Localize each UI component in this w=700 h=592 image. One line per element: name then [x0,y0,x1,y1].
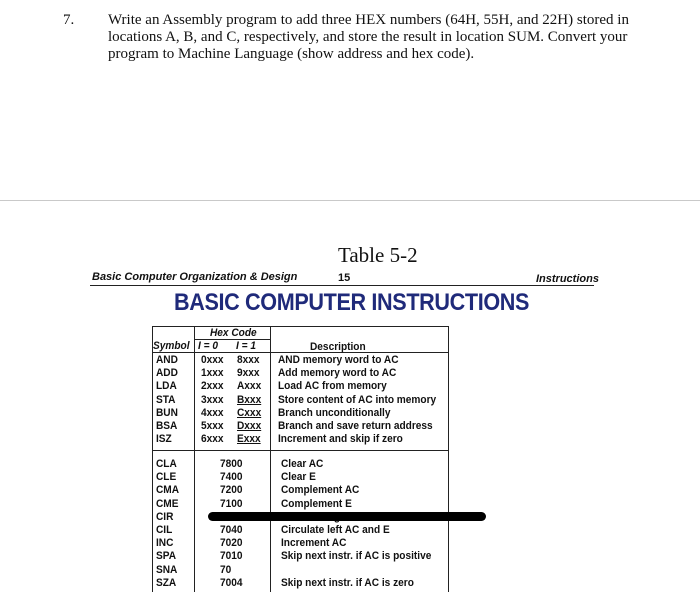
row-code-i0: 4xxx [201,406,224,419]
row-description: Circulate left AC and E [281,523,390,536]
row-code-i1: Cxxx [237,406,262,419]
table-row [152,458,449,471]
row-code-i1: Bxxx [237,393,262,406]
row-symbol: CLA [156,458,177,470]
row-code: 7800 [220,458,243,470]
row-code-i1: 9xxx [237,367,260,380]
table-row [152,367,449,380]
instruction-table [152,324,450,592]
row-symbol: ISZ [156,433,172,446]
table-row [152,354,449,367]
row-code-i0: 1xxx [201,367,224,380]
row-symbol: SNA [156,563,178,576]
row-description: Clear E [281,471,316,484]
slide-page-number: 15 [338,272,351,284]
row-symbol: BUN [156,406,178,419]
table-row [152,537,449,550]
row-description: Add memory word to AC [278,367,397,380]
row-description: AND memory word to AC [278,354,399,366]
row-code-i1: Exxx [237,433,261,446]
row-symbol: SZA [156,576,177,589]
row-symbol: SPA [156,550,177,563]
row-description: Skip next instr. if AC is positive [281,550,432,563]
header-i1: I = 1 [236,340,256,352]
row-symbol: CLE [156,471,177,484]
row-symbol: CME [156,497,179,510]
divider [0,200,700,201]
row-description: Increment AC [281,537,347,550]
table-row [152,484,449,497]
question-number: 7. [63,12,75,28]
row-description: Branch and save return address [278,419,433,432]
group-divider [152,450,449,451]
table-row [152,471,449,484]
table-border-top [152,326,449,327]
row-description: Increment and skip if zero [278,433,403,446]
question-text: Write an Assembly program to add three HEX numbers (64H, 55H, and 22H) stored in locations A, B, and C, respectively, and store the result in location SUM. Convert your program to Machine Language (show address and hex code). [108,12,629,62]
row-description: Complement E [281,497,352,510]
row-code: 70 [220,563,232,576]
row-symbol: AND [156,354,178,366]
memory-reference-rows [152,354,449,446]
row-symbol: CIL [156,523,173,536]
row-code-i1: Axxx [237,380,262,393]
row-code: 7004 [220,576,243,589]
table-row [152,498,449,511]
header-underline [152,352,449,353]
row-code: 7010 [220,550,243,563]
header-i0: I = 0 [198,340,218,352]
row-code-i0: 5xxx [201,419,224,432]
slide-title: BASIC COMPUTER INSTRUCTIONS [174,289,530,316]
slide-header-right: Instructions [536,273,599,285]
row-description: Store content of AC into memory [278,393,437,406]
table-row [152,524,449,537]
row-code-i0: 0xxx [201,354,224,366]
row-description: Complement AC [281,484,360,497]
row-code-i1: 8xxx [237,354,260,366]
row-symbol: INC [156,537,174,550]
row-description: Load AC from memory [278,380,387,393]
slide-image [90,268,599,592]
row-symbol: CMA [156,484,180,497]
row-code: 7020 [220,537,243,550]
row-description: Skip next instr. if AC is zero [281,576,414,589]
table-row [152,550,449,563]
table-row [152,380,449,393]
row-symbol: LDA [156,380,177,393]
row-description: Branch unconditionally [278,406,391,419]
row-symbol: BSA [156,419,178,432]
row-code: 7400 [220,471,243,484]
row-code: 7100 [220,497,243,510]
redaction-bar [208,512,486,521]
slide-header-rule [90,285,594,286]
row-code-i1: Dxxx [237,419,262,432]
row-code: 7200 [220,484,243,497]
table-row [152,407,449,420]
row-code-i0: 2xxx [201,380,224,393]
row-symbol: ADD [156,367,178,380]
table-row [152,577,449,590]
header-symbol: Symbol [153,340,190,352]
table-row [152,433,449,446]
row-code-i0: 3xxx [201,393,224,406]
header-hex-code: Hex Code [210,327,257,339]
table-row [152,420,449,433]
slide-header-left: Basic Computer Organization & Design [92,271,298,283]
register-reference-rows [152,458,449,590]
header-description: Description [310,341,366,353]
row-symbol: CIR [156,510,174,523]
table-row [152,394,449,407]
table-caption: Table 5-2 [338,243,418,267]
row-code-i0: 6xxx [201,433,224,446]
row-symbol: STA [156,393,176,406]
row-description: Clear AC [281,458,324,470]
table-row [152,564,449,577]
row-code: 7040 [220,523,243,536]
